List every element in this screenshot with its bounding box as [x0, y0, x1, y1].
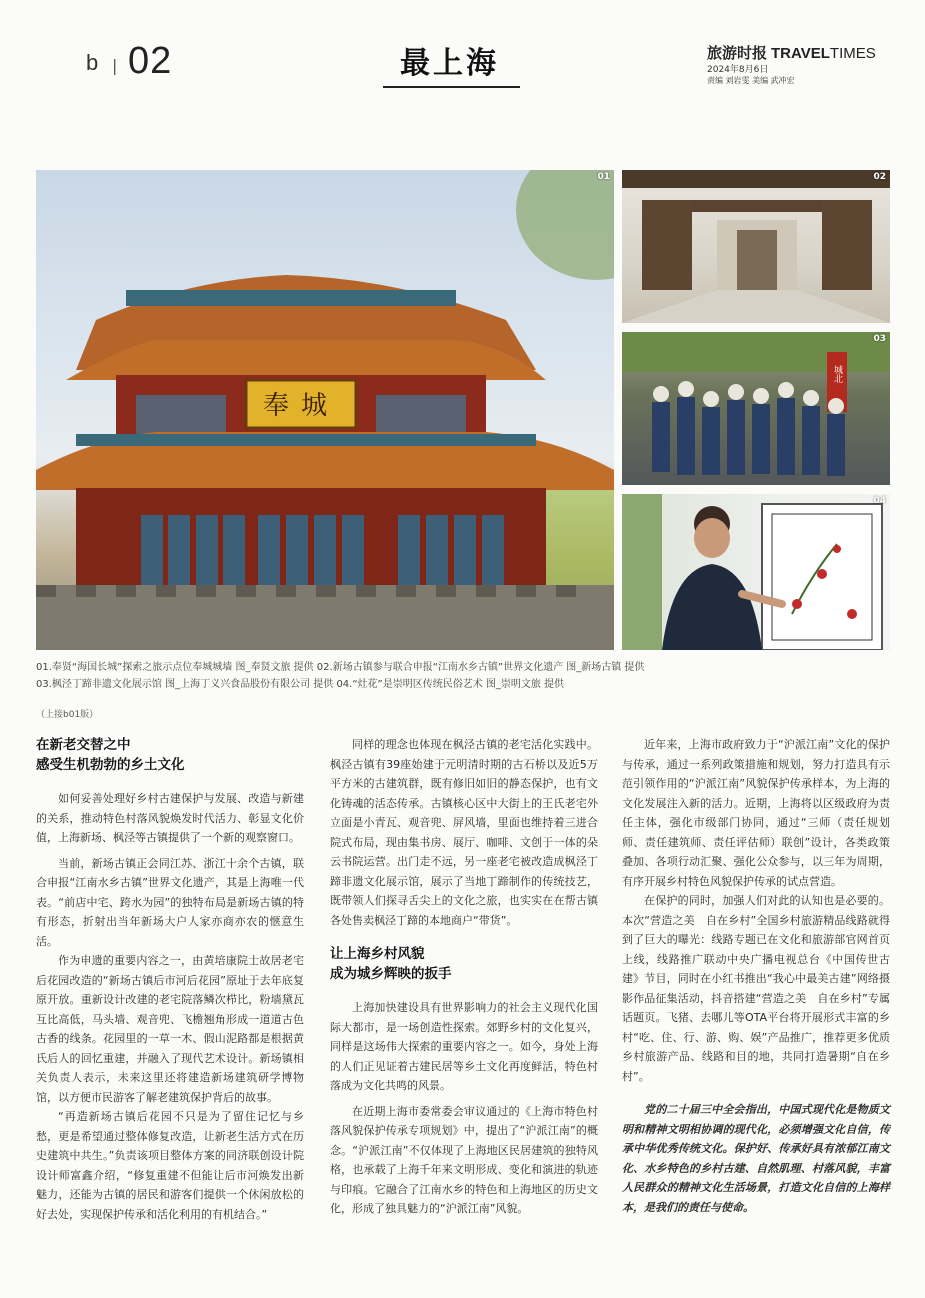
article-paragraph: 当前，新场古镇正会同江苏、浙江十余个古镇，联合申报“江南水乡古镇”世界文化遗产，其是上海唯一代表。“前店中宅、跨水为园”的独特布局是新场古镇的特有形态，折射出当年新场大户人家亦商亦农的惬意生活。 — [36, 856, 304, 948]
article-column-3 — [622, 735, 890, 1217]
photo-xinchang-corridor — [622, 170, 890, 323]
photo-number: 03 — [873, 334, 886, 344]
photo-fengjing-students — [622, 332, 890, 485]
subheading-line: 成为城乡辉映的扳手 — [330, 966, 452, 982]
photo-number: 02 — [873, 172, 886, 182]
gate-tower-illustration — [36, 170, 614, 650]
photo-number: 04 — [873, 496, 886, 506]
page-number: 02 — [128, 40, 173, 82]
closing-statement: 党的二十届三中全会指出，中国式现代化是物质文明和精神文明相协调的现代化，必须增强文化自信，传承中华优秀传统文化。保护好、传承好具有浓郁江南文化、水乡特色的乡村古建、自然肌理、村落风貌，丰富人民群众的精神文化生活场景，打造文化自信的上海样本，是我们的责任与使命。 — [622, 1103, 890, 1214]
masthead-times: TIMES — [829, 45, 876, 62]
photo-number: 01 — [597, 172, 610, 182]
issue-date: 2024年8月6日 — [707, 65, 769, 75]
corridor-illustration — [622, 170, 890, 323]
article-column-2 — [330, 735, 598, 1219]
photo-fengcheng-gate-tower — [36, 170, 614, 650]
page-separator: | — [112, 56, 118, 75]
article-column-1 — [36, 735, 304, 1224]
subheading — [330, 944, 598, 984]
editor-credits: 责编 刘岩雯 美编 武冲宏 — [707, 76, 795, 85]
subheading — [36, 735, 304, 775]
subheading-line: 让上海乡村风貌 — [330, 946, 425, 962]
article-paragraph: 如何妥善处理好乡村古建保护与发展、改造与新建的关系，推动特色村落风貌焕发时代活力、彰显文化价值，上海新场、枫泾等古镇提供了一个新的观察窗口。 — [36, 792, 304, 844]
article-paragraph: 同样的理念也体现在枫泾古镇的老宅活化实践中。枫泾古镇有39座始建于元明清时期的古石桥以及近5万平方米的古建筑群，既有修旧如旧的静态保护，也有文化铸魂的活态传承。古镇核心区中大街上的王氏老宅外立面是小青瓦、观音兜、屏风墙，里面也维持着三进合院式布局，现由集书房、展厅、咖啡、文创于一体的朵云书院运营。出门走不远，另一座老宅被改造成枫泾丁蹄非遗文化展示馆，展示了当地丁蹄制作的传统技艺，既带领人们探寻舌尖上的文化之旅，也实实在在帮古镇各处售卖枫泾丁蹄的本地商户“带货”。 — [330, 738, 598, 927]
subheading-line: 感受生机勃勃的乡土文化 — [36, 757, 185, 773]
article-paragraph: “再造新场古镇后花园不只是为了留住记忆与乡愁，更是希望通过整体修复改造，让新老生活方式在历史建筑中共生。”负责该项目整体方案的同济联创设计院设计师富鑫介绍，“修复重建不但能让后市河焕发出新魅力，还能为古镇的居民和游客们提供一个休闲放松的好去处，实现保护传承和活化利用的有机结合。” — [36, 1110, 304, 1221]
article-paragraph: 上海加快建设具有世界影响力的社会主义现代化国际大都市，是一场创造性探索。郊野乡村的文化复兴，同样是这场伟大探索的重要内容之一。如今，身处上海的人们正见证着古建民居等乡土文化再度鲜活，特色村落成为文化共鸣的风景。 — [330, 1001, 598, 1092]
shop-banner-text: 城北 — [832, 365, 842, 383]
section-title-underline — [383, 86, 520, 88]
article-paragraph: 作为申遗的重要内容之一，由黄培康院士故居老宅后花园改造的“新场古镇后市河后花园”原址于去年底复原开放。重新设计改建的老宅院落鳞次栉比，粉墙黛瓦互比高低，马头墙、观音兜、飞檐翘角形成一道道古色古香的线条。花园里的一草一木、假山泥路都是根据黄氏后人的回忆重建，并融入了现代艺术设计。新场镇相关负责人表示，未来这里还将建造新场建筑研学博物馆，以方便市民游客了解老建筑保护背后的故事。 — [36, 954, 304, 1104]
photo-caption-line: 03.枫泾丁蹄非遗文化展示馆 图_上海丁义兴食品股份有限公司 提供 04.“灶花”是崇明区传统民俗艺术 图_崇明文旅 提供 — [36, 679, 565, 690]
students-illustration — [622, 332, 890, 485]
masthead-travel: TRAVEL — [771, 45, 830, 62]
article-paragraph: 近年来，上海市政府致力于“沪派江南”文化的保护与传承，通过一系列政策措施和规划，努力打造具有示范引领作用的“沪派江南”风貌保护传承样本，为上海的文化发展注入新的活力。近期，上海将以区级政府为责任主体，强化市级部门协同，通过“三师（责任规划师、责任建筑师、责任评估师）联创”设计，各类政策叠加、各项行动汇聚、强化公众参与，以三年为周期，有序开展乡村特色风貌保护传承的试点营造。 — [622, 738, 890, 888]
article-paragraph: 在近期上海市委常委会审议通过的《上海市特色村落风貌保护传承专项规划》中，提出了“沪派江南”的概念。“沪派江南”不仅体现了上海地区民居建筑的独特风格，也承载了上海千年来文明形成、变化和演进的轨迹与印痕。它融合了江南水乡的特色和上海地区的历史文化，形成了独具魅力的“沪派江南”风貌。 — [330, 1104, 598, 1215]
masthead — [707, 42, 876, 63]
masthead-chinese: 旅游时报 — [707, 45, 768, 62]
gate-plaque-text: 奉城 — [262, 391, 340, 421]
page-section-letter: b — [86, 50, 100, 75]
subheading-line: 在新老交替之中 — [36, 737, 131, 753]
photo-chongming-zaohua — [622, 494, 890, 650]
photo-caption-line: 01.奉贤“海国长城”探索之旅示点位奉城城墙 图_奉贤文旅 提供 02.新场古镇参与联合申报“江南水乡古镇”世界文化遗产 图_新场古镇 提供 — [36, 662, 645, 673]
section-title: 最上海 — [400, 46, 499, 81]
painter-illustration — [622, 494, 890, 650]
continued-from-note: （上接b01版） — [36, 710, 99, 720]
article-paragraph: 在保护的同时，加强人们对此的认知也是必要的。本次“营造之美 自在乡村”全国乡村旅游精品线路就得到了巨大的曝光：线路专题已在文化和旅游部官网首页上线，线路推广联动中央广播电视总台《中国传世古建》节目，同时在小红书推出“我心中最美古建”网络摄影作品征集活动，抖音搭建“营造之美 自在乡村”专属话题页。飞猪、去哪儿等OTA平台将开展形式丰富的乡村“吃、住、行、游、购、娱”产品推广，推荐更多优质乡村旅游产品、线路和目的地，共同打造暑期“自在乡村”。 — [622, 894, 890, 1083]
